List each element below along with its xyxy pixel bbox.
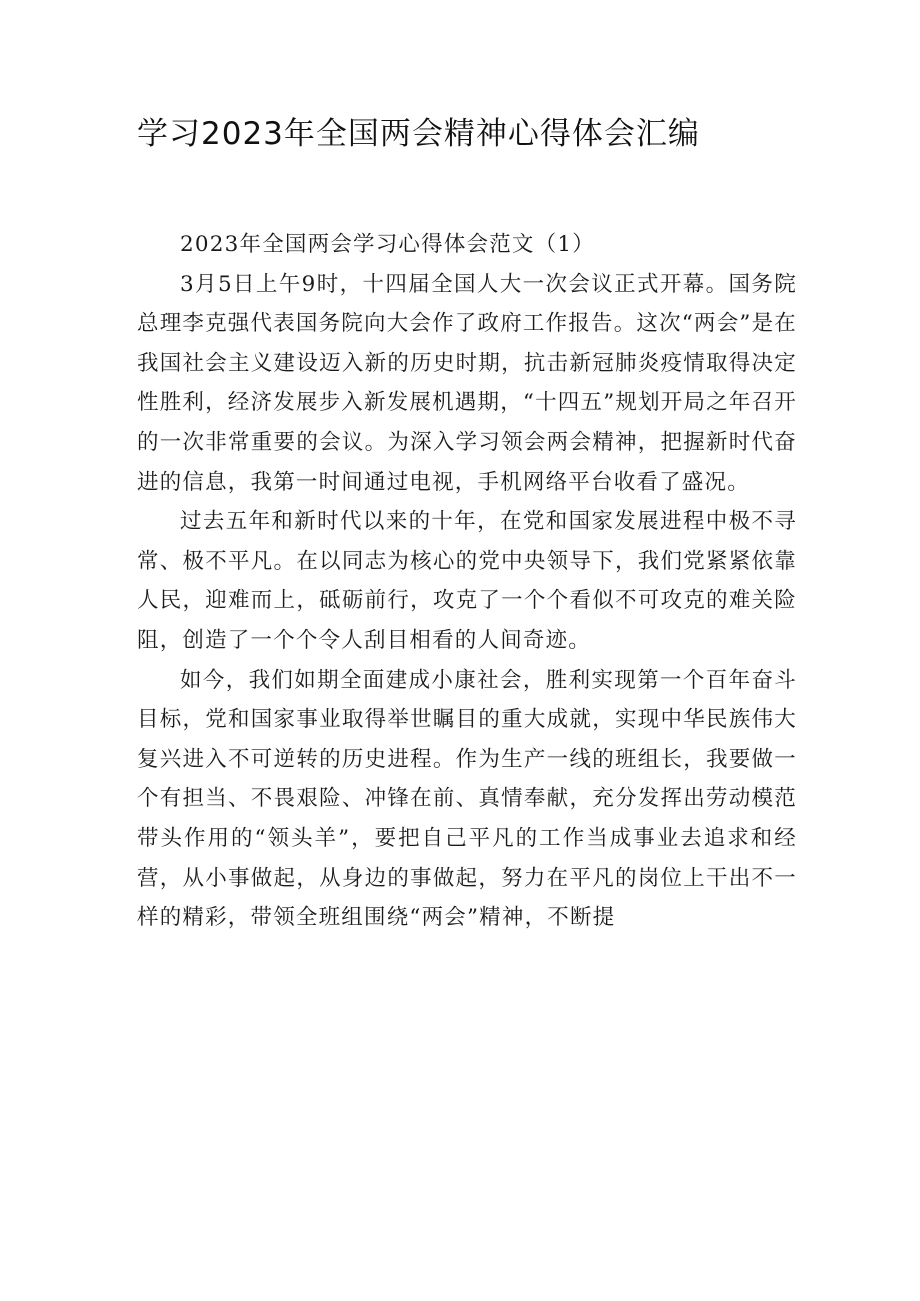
paragraph: 如今，我们如期全面建成小康社会，胜利实现第一个百年奋斗目标，党和国家事业取得举世瞩目的重大成就，实现中华民族伟大复兴进入不可逆转的历史进程。作为生产一线的班组长，我要做一个有担当、不畏艰险、冲锋在前、真情奉献，充分发挥出劳动模范带头作用的“领头羊”，要把自己平凡的工作当成事业去追求和经营，从小事做起，从身边的事做起，努力在平凡的岗位上干出不一样的精彩，带领全班组围绕“两会”精神，不断提 bbox=[137, 667, 797, 931]
paragraph: 过去五年和新时代以来的十年，在党和国家发展进程中极不寻常、极不平凡。在以同志为核心的党中央领导下，我们党紧紧依靠人民，迎难而上，砥砺前行，攻克了一个个看似不可攻克的难关险阻，创造了一个个令人刮目相看的人间奇迹。 bbox=[137, 509, 797, 653]
document-body bbox=[137, 225, 797, 938]
section-heading: 2023年全国两会学习心得体会范文（1） bbox=[180, 232, 595, 257]
document-title: 学习2023年全国两会精神心得体会汇编 bbox=[137, 116, 700, 152]
paragraph: 3月5日上午9时，十四届全国人大一次会议正式开幕。国务院总理李克强代表国务院向大会作了政府工作报告。这次“两会”是在我国社会主义建设迈入新的历史时期，抗击新冠肺炎疫情取得决定性胜利，经济发展步入新发展机遇期，“十四五”规划开局之年召开的一次非常重要的会议。为深入学习领会两会精神，把握新时代奋进的信息，我第一时间通过电视，手机网络平台收看了盛况。 bbox=[137, 271, 797, 495]
